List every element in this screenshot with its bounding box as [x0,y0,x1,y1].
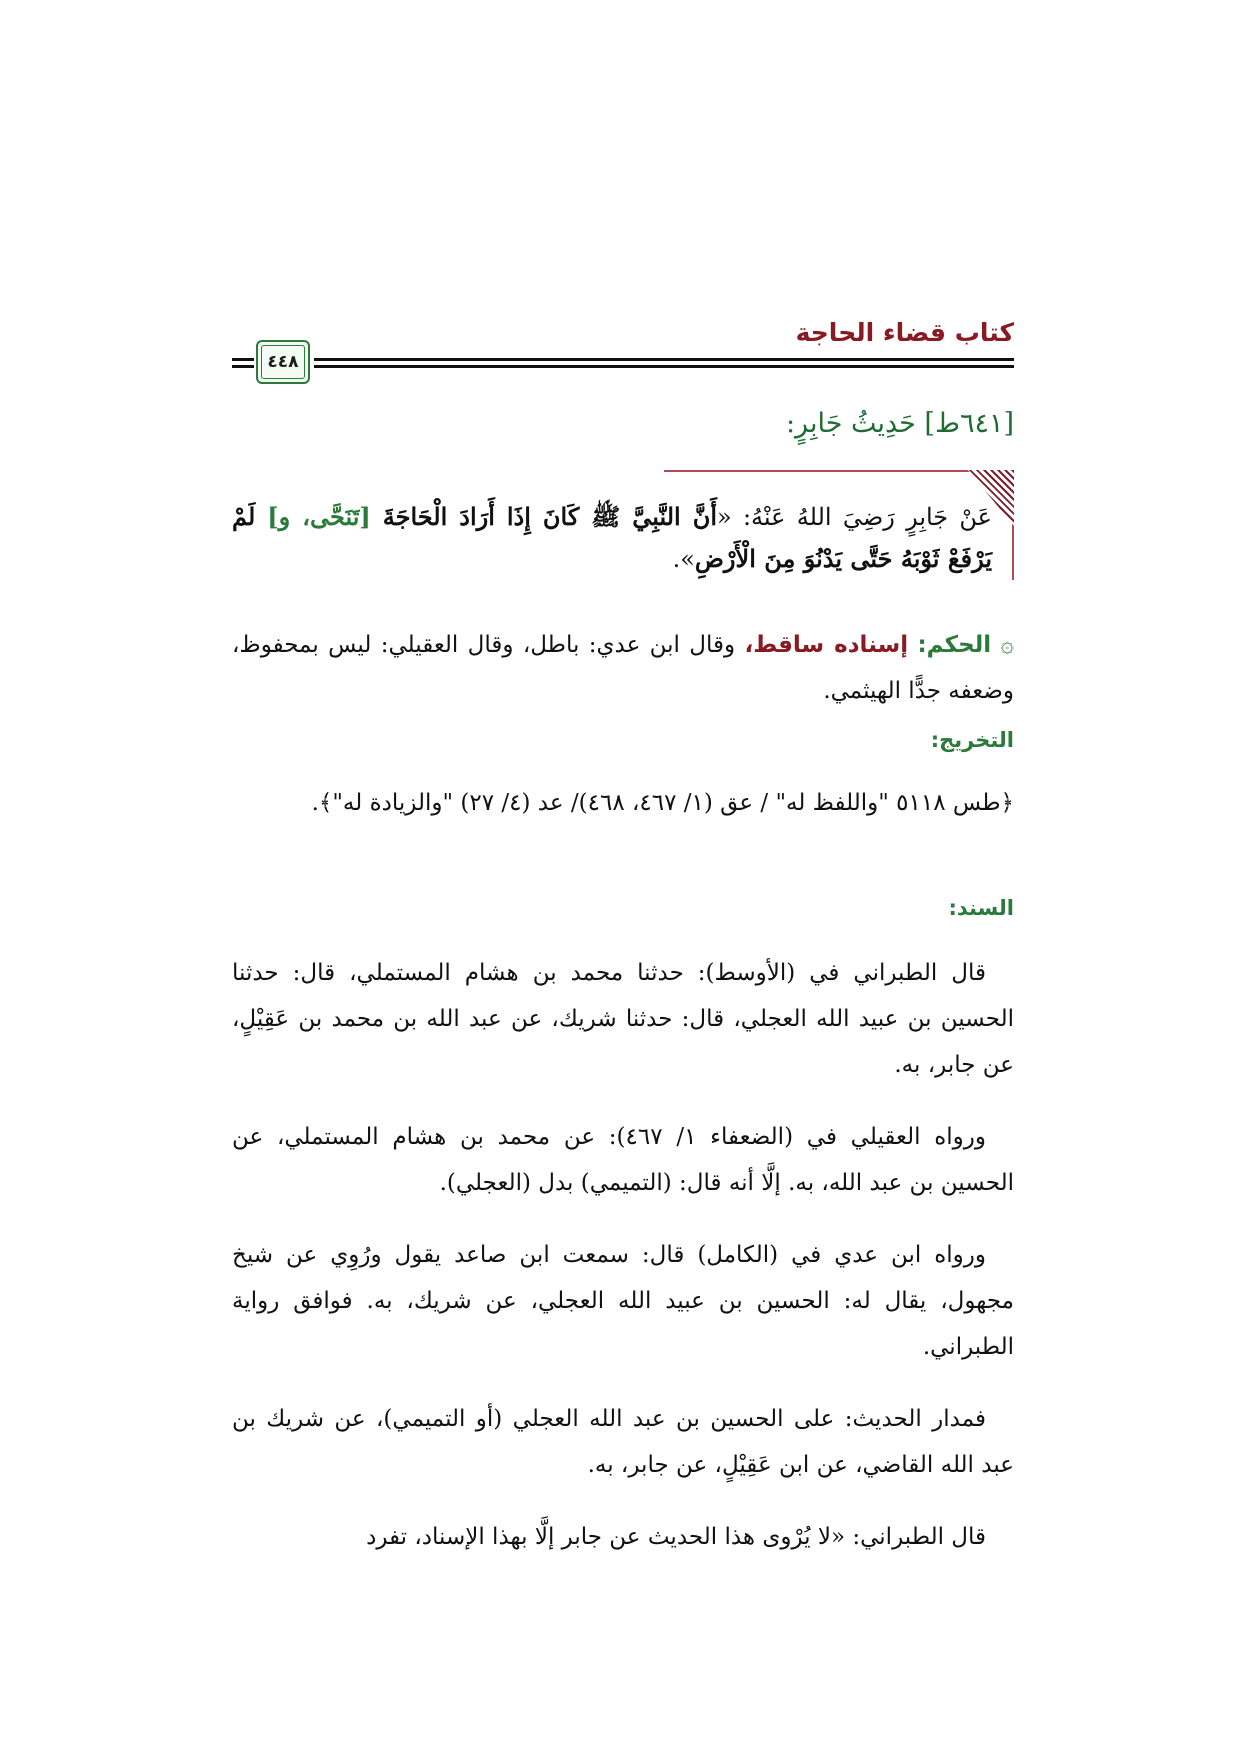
running-title: كتاب قضاء الحاجة [795,318,1014,347]
header-rule [232,365,254,368]
hadith-addition: [تَنَحَّى، و] [267,502,371,531]
hadith-box [232,470,1014,580]
ruling-paragraph [232,622,1014,714]
page-header [232,318,1014,390]
header-rule [232,358,254,361]
hadith-text-part: لَمْ يَرْفَعْ ثَوْبَهُ حَتَّى يَدْنُوَ مِنَ الْأَرْضِ [232,502,992,573]
sanad-paragraph: قال الطبراني في (الأوسط): حدثنا محمد بن هشام المستملي، قال: حدثنا الحسين بن عبيد الله العجلي، قال: حدثنا شريك، عن عبد الله بن محمد بن عَقِيْلٍ، عن جابر، به. [232,960,1014,1078]
page-number: ٤٤٨ [261,345,305,379]
ruling-verdict: إسناده ساقط، [744,632,909,658]
hadith-text [232,496,992,580]
ruling-text: وقال ابن عدي: باطل، وقال العقيلي: ليس بمحفوظ، وضعفه جدًّا الهيثمي. [232,632,1014,704]
sanad-paragraph: فمدار الحديث: على الحسين بن عبد الله العجلي (أو التميمي)، عن شريك بن عبد الله القاضي، عن ابن عَقِيْلٍ، عن جابر، به. [232,1406,1014,1478]
header-rule [314,358,1014,361]
section-title: [٦٤١ط] حَدِيثُ جَابِرٍ: [785,408,1014,439]
sanad-heading: السند: [948,896,1014,920]
sanad-paragraph: ورواه ابن عدي في (الكامل) قال: سمعت ابن صاعد يقول ورُوِي عن شيخ مجهول، يقال له: الحسين بن عبيد الله العجلي، عن شريك، به. فوافق رواية الطبراني. [232,1242,1014,1360]
sanad-paragraph: قال الطبراني: «لا يُرْوى هذا الحديث عن جابر إلَّا بهذا الإسناد، تفرد [366,1524,986,1550]
page-number-frame [256,340,310,384]
takhrij-heading: التخريج: [930,728,1014,752]
hadith-narrator: عَنْ جَابِرٍ رَضِيَ اللهُ عَنْهُ: « [717,503,993,531]
takhrij-text: ﴿طس ٥١١٨ "واللفظ له" / عق (١/ ٤٦٧، ٤٦٨)/ عد (٤/ ٢٧) "والزيادة له"﴾. [311,790,1014,816]
header-rule [314,365,1014,368]
hadith-text-part: أَنَّ النَّبِيَّ ﷺ كَانَ إِذَا أَرَادَ الْحَاجَةَ [370,502,718,531]
hadith-closing: ». [672,545,695,573]
hadith-border [664,470,1014,472]
rosette-icon: ۞ [1000,632,1015,658]
sanad-paragraph: ورواه العقيلي في (الضعفاء ١/ ٤٦٧): عن محمد بن هشام المستملي، عن الحسين بن عبد الله، به. إلَّا أنه قال: (التميمي) بدل (العجلي). [232,1124,1014,1196]
ruling-label: الحكم: [917,632,992,658]
